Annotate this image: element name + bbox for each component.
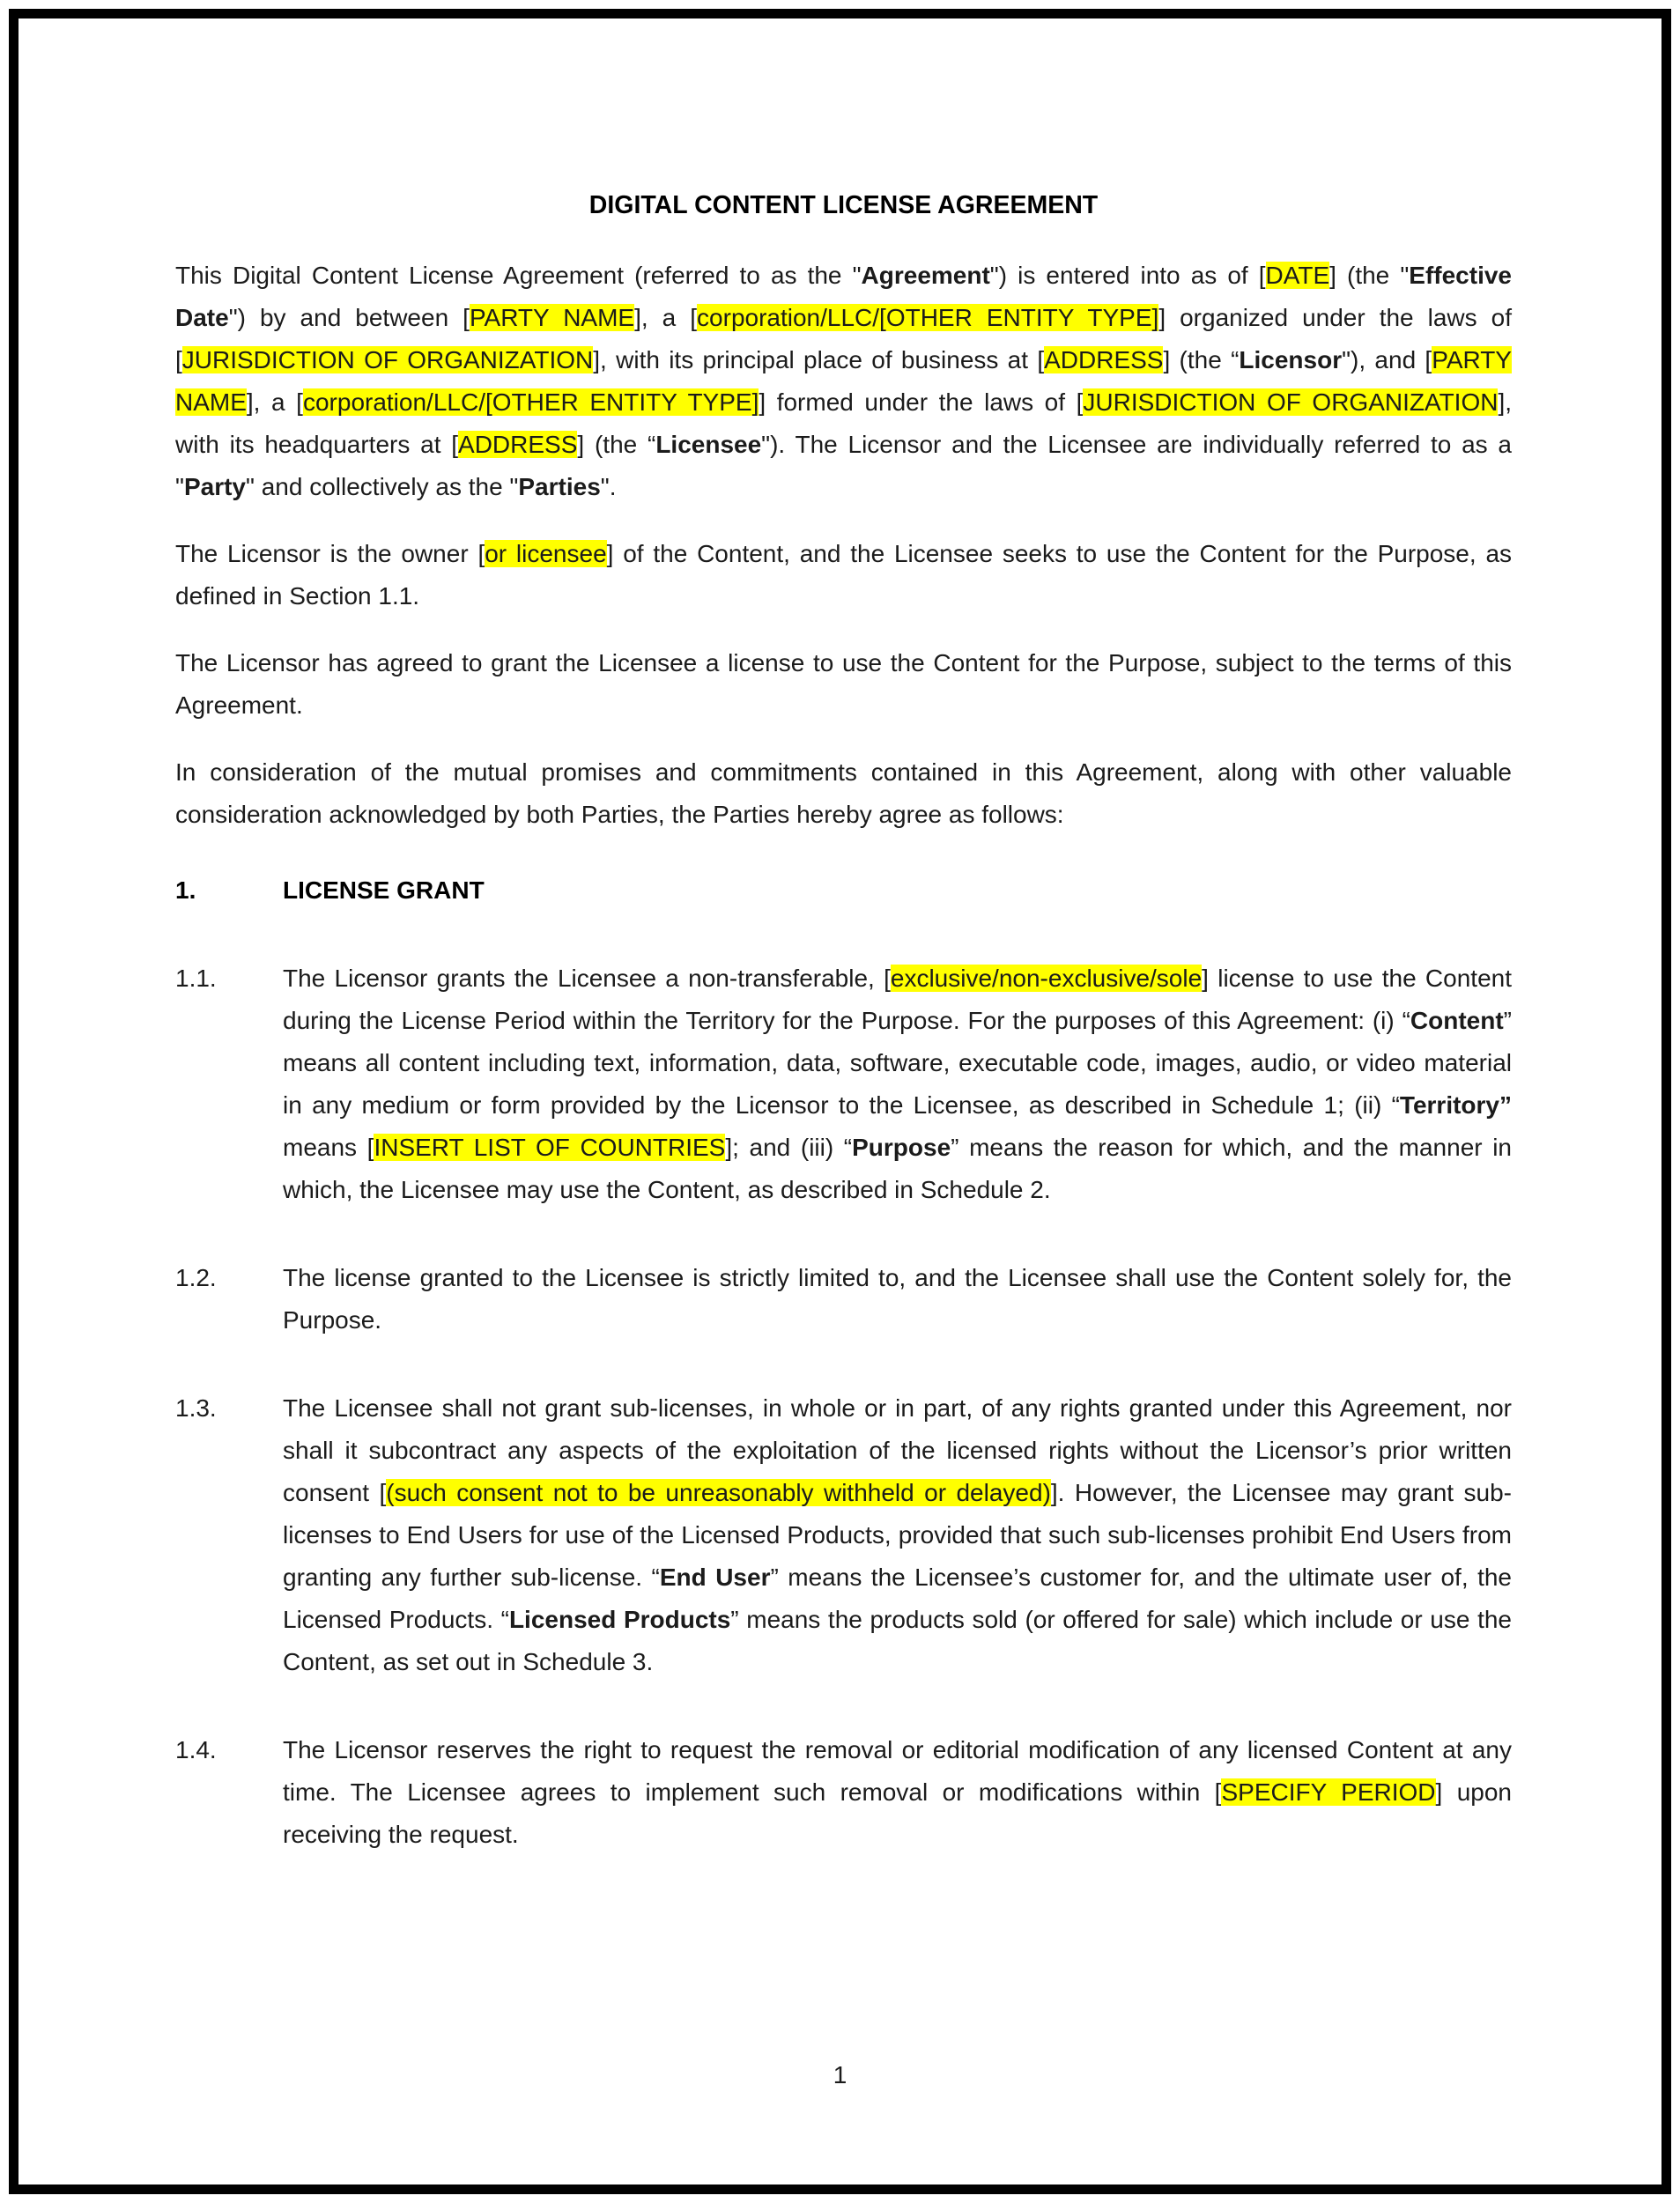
text-run: End User <box>659 1564 771 1591</box>
section-1-number: 1. <box>175 876 196 904</box>
clause-1-3-number: 1.3. <box>175 1394 217 1422</box>
highlighted-placeholder: (such consent not to be unreasonably withheld or delayed) <box>386 1479 1051 1506</box>
text-run: The Licensee shall not grant sub-licenses, in whole or in part, of any rights granted under this Agreement, nor shall it subcontract any aspects of the exploitation of the licensed rights without the Licensor’s prior written consent [ <box>283 1394 1512 1506</box>
text-run: Parties <box>518 473 601 500</box>
text-run: "). The Licensor and the Licensee are individually referred to as a " <box>175 431 1512 500</box>
highlighted-placeholder: JURISDICTION OF ORGANIZATION <box>1083 388 1499 416</box>
highlighted-placeholder: INSERT LIST OF COUNTRIES <box>374 1134 726 1161</box>
text-run: Content <box>1410 1007 1504 1034</box>
text-run: ] (the “ <box>1163 346 1240 373</box>
text-run: The Licensor is the owner [ <box>175 540 485 567</box>
section-1-title: LICENSE GRANT <box>283 876 485 904</box>
section-1-heading <box>175 869 1512 912</box>
intro-paragraph-1 <box>175 255 1512 508</box>
highlighted-placeholder: ADDRESS <box>1044 346 1164 373</box>
text-run: Effective Date <box>175 262 1512 331</box>
intro-paragraph-4 <box>175 751 1512 836</box>
text-run: ] of the Content, and the Licensee seeks to use the Content for the Purpose, as defined in Section 1.1. <box>175 540 1513 610</box>
text-run: The Licensor reserves the right to request the removal or editorial modification of any licensed Content at any time. The Licensee agrees to implement such removal or modifications within [ <box>283 1736 1512 1806</box>
page-number: 1 <box>833 2061 847 2088</box>
text-run: In consideration of the mutual promises and commitments contained in this Agreement, along with other valuable consideration acknowledged by both Parties, the Parties hereby agree as follows: <box>175 758 1512 828</box>
highlighted-placeholder: exclusive/non-exclusive/sole <box>890 965 1203 992</box>
text-run: ], with its headquarters at [ <box>175 388 1513 458</box>
text-run: ” means all content including text, information, data, software, executable code, images, audio, or video material in any medium or form provided by the Licensor to the Licensee, as described in Schedule 1; (ii) “ <box>283 1007 1512 1119</box>
intro-paragraph-3 <box>175 642 1512 727</box>
text-run: means [ <box>283 1134 374 1161</box>
text-run: ]. However, the Licensee may grant sub-licenses to End Users for use of the Licensed Products, provided that such sub-licenses prohibit End Users from granting any further sub-license. “ <box>283 1479 1512 1591</box>
clause-1-3 <box>175 1387 1512 1683</box>
text-run: The Licensor has agreed to grant the Licensee a license to use the Content for the Purpose, subject to the terms of this Agreement. <box>175 649 1512 719</box>
highlighted-placeholder: corporation/LLC/[OTHER ENTITY TYPE] <box>302 388 759 416</box>
highlighted-placeholder: JURISDICTION OF ORGANIZATION <box>181 346 594 373</box>
text-run: ], with its principal place of business at [ <box>593 346 1045 373</box>
highlighted-placeholder: ADDRESS <box>458 431 578 458</box>
highlighted-placeholder: PARTY NAME <box>175 346 1512 416</box>
text-run: ], a [ <box>634 304 698 331</box>
text-run: ” means the reason for which, and the manner in which, the Licensee may use the Content, as described in Schedule 2. <box>283 1134 1513 1203</box>
text-run: The Licensor grants the Licensee a non-transferable, [ <box>283 965 891 992</box>
text-run: The license granted to the Licensee is strictly limited to, and the Licensee shall use the Content solely for, the Purpose. <box>283 1264 1512 1334</box>
text-run: ] license to use the Content during the License Period within the Territory for the Purpose. For the purposes of this Agreement: (i) “ <box>283 965 1512 1034</box>
text-run: Licensed Products <box>508 1606 731 1633</box>
text-run: ") by and between [ <box>228 304 470 331</box>
text-run: ” means the Licensee’s customer for, and the ultimate user of, the Licensed Products. “ <box>283 1564 1512 1633</box>
clause-1-4-text <box>283 1729 1512 1856</box>
highlighted-placeholder: SPECIFY PERIOD <box>1221 1778 1436 1806</box>
text-run: ] (the " <box>1329 262 1410 289</box>
document-page <box>9 9 1671 2194</box>
clause-1-4 <box>175 1729 1512 1856</box>
text-run: ] upon receiving the request. <box>283 1778 1513 1848</box>
text-run: Purpose <box>852 1134 951 1161</box>
highlighted-placeholder: DATE <box>1265 262 1330 289</box>
text-run: Territory” <box>1399 1091 1512 1119</box>
highlighted-placeholder: PARTY NAME <box>469 304 635 331</box>
intro-paragraph-2 <box>175 533 1512 617</box>
clause-1-3-text <box>283 1387 1512 1683</box>
text-run: " and collectively as the " <box>246 473 519 500</box>
text-run: Agreement <box>861 262 990 289</box>
text-run: ” means the products sold (or offered for sale) which include or use the Content, as set out in Schedule 3. <box>283 1606 1512 1675</box>
document-title: DIGITAL CONTENT LICENSE AGREEMENT <box>588 191 1099 219</box>
text-run: ], a [ <box>246 388 303 416</box>
text-run: ] formed under the laws of [ <box>759 388 1084 416</box>
text-run: ". <box>600 473 617 500</box>
text-run: ]; and (iii) “ <box>725 1134 853 1161</box>
clause-1-1-text <box>283 957 1512 1211</box>
clause-1-2-text <box>283 1257 1512 1342</box>
clause-1-2 <box>175 1257 1512 1342</box>
text-run: ") is entered into as of [ <box>989 262 1266 289</box>
clause-1-1 <box>175 957 1512 1211</box>
text-run: Licensee <box>655 431 762 458</box>
text-run: This Digital Content License Agreement (referred to as the " <box>175 262 862 289</box>
highlighted-placeholder: or licensee <box>485 540 607 567</box>
text-run: "), and [ <box>1342 346 1432 373</box>
clause-1-2-number: 1.2. <box>175 1264 217 1291</box>
text-run: Party <box>183 473 246 500</box>
text-run: Licensor <box>1239 346 1343 373</box>
clause-1-4-number: 1.4. <box>175 1736 217 1763</box>
text-run: ] organized under the laws of [ <box>175 304 1513 373</box>
highlighted-placeholder: corporation/LLC/[OTHER ENTITY TYPE] <box>697 304 1159 331</box>
text-run: ] (the “ <box>577 431 656 458</box>
clause-1-1-number: 1.1. <box>175 965 217 992</box>
